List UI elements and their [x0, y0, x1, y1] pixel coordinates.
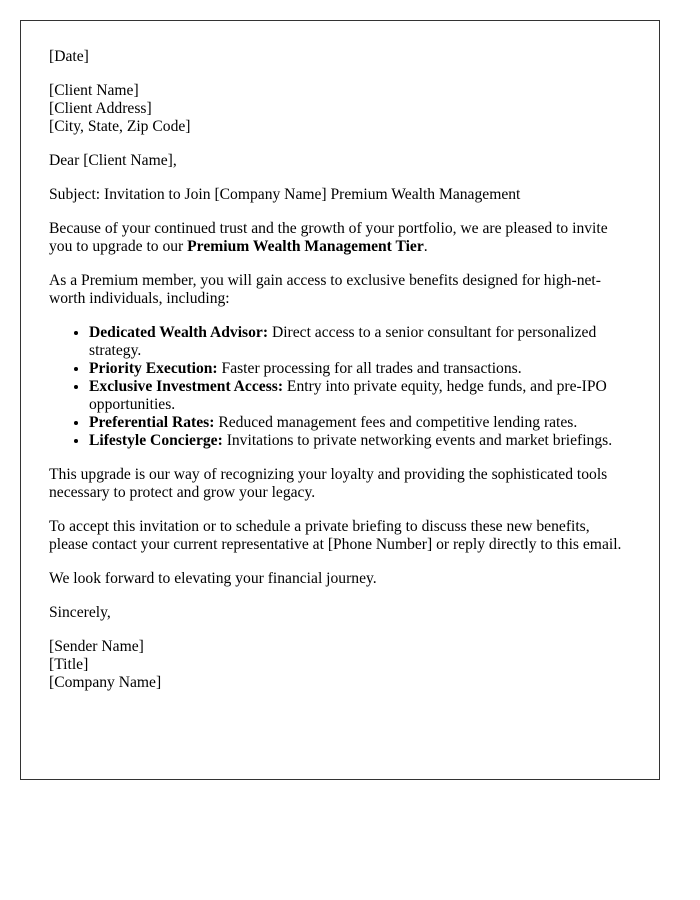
recipient-address: [Client Address] — [49, 100, 152, 117]
salutation: Dear [Client Name], — [49, 152, 177, 169]
subject-line: Subject: Invitation to Join [Company Name] Premium Wealth Management — [49, 186, 521, 203]
benefit-text: Entry into private equity, hedge funds, and pre-IPO opportunities. — [89, 378, 607, 413]
benefit-title: Priority Execution: — [89, 360, 218, 377]
recipient-city-state-zip: [City, State, Zip Code] — [49, 118, 191, 135]
intro-end: . — [423, 238, 428, 255]
sender-block — [49, 638, 631, 692]
benefit-title: Lifestyle Concierge: — [89, 432, 223, 449]
benefit-text: Invitations to private networking events and market briefings. — [222, 432, 613, 449]
benefit-item — [89, 324, 631, 360]
benefit-title: Exclusive Investment Access: — [89, 378, 284, 395]
letter-date: [Date] — [49, 48, 89, 65]
benefit-item — [89, 432, 631, 450]
sender-company: [Company Name] — [49, 674, 162, 691]
benefit-item — [89, 414, 631, 432]
recipient-name: [Client Name] — [49, 82, 139, 99]
benefit-text: Reduced management fees and competitive lending rates. — [214, 414, 578, 431]
letter-page — [20, 20, 660, 780]
sender-name: [Sender Name] — [49, 638, 144, 655]
upgrade-paragraph: This upgrade is our way of recognizing your loyalty and providing the sophisticated tools necessary to protect and grow your legacy. — [49, 466, 608, 501]
benefits-intro: As a Premium member, you will gain access to exclusive benefits designed for high-net-worth individuals, including: — [49, 272, 601, 307]
benefit-title: Dedicated Wealth Advisor: — [89, 324, 269, 341]
closing-line: We look forward to elevating your financial journey. — [49, 570, 377, 587]
benefit-item — [89, 360, 631, 378]
benefits-list — [49, 324, 631, 450]
intro-paragraph — [49, 220, 631, 256]
tier-name: Premium Wealth Management Tier — [187, 238, 424, 255]
benefit-title: Preferential Rates: — [89, 414, 215, 431]
benefit-item — [89, 378, 631, 414]
contact-paragraph: To accept this invitation or to schedule a private briefing to discuss these new benefits, please contact your current representative at [Phone Number] or reply directly to this email. — [49, 518, 622, 553]
intro-text: Because of your continued trust and the growth of your portfolio, we are pleased to invite you to upgrade to our — [49, 220, 608, 255]
sender-title: [Title] — [49, 656, 89, 673]
sign-off: Sincerely, — [49, 604, 111, 621]
benefit-text: Faster processing for all trades and transactions. — [217, 360, 522, 377]
benefit-text: Direct access to a senior consultant for personalized strategy. — [89, 324, 597, 359]
recipient-block — [49, 82, 631, 136]
